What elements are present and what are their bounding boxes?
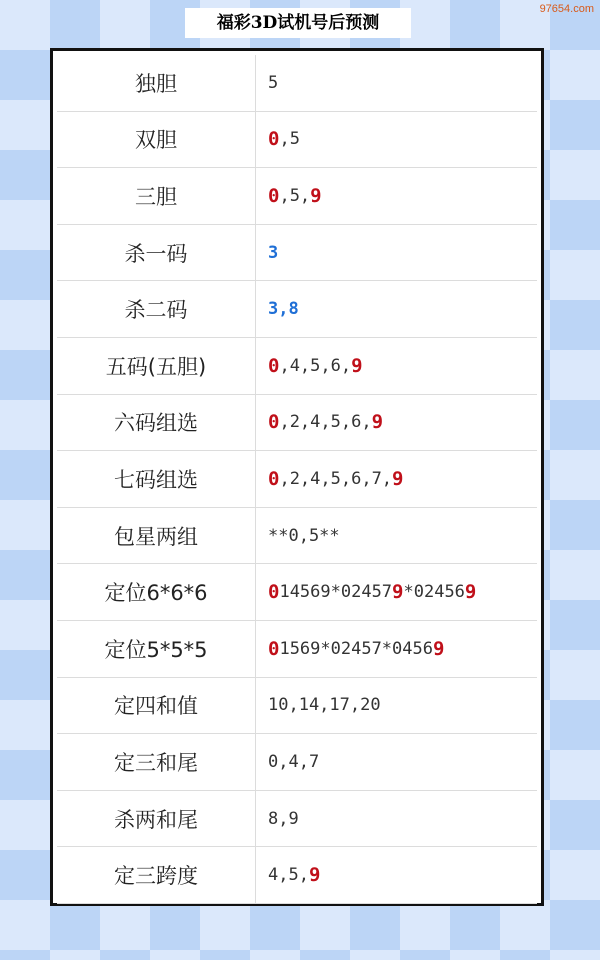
number-text: 10,14,17,20 <box>268 695 381 716</box>
table-row <box>57 168 537 225</box>
table-row <box>57 112 537 169</box>
highlighted-number: 9 <box>464 581 477 604</box>
row-value <box>256 734 537 790</box>
highlighted-number: 0 <box>268 128 280 151</box>
row-label: 定三跨度 <box>57 847 256 903</box>
number-text: 4,5, <box>268 865 309 886</box>
row-value <box>256 281 537 337</box>
number-text: ,2,4,5,6, <box>279 412 372 433</box>
table-row <box>57 395 537 452</box>
row-label: 定三和尾 <box>57 734 256 790</box>
table-row <box>57 734 537 791</box>
row-value <box>256 621 537 677</box>
highlighted-number: 3 <box>268 242 279 263</box>
number-text: 8,9 <box>268 808 299 829</box>
number-text: *02456 <box>403 582 465 603</box>
table-row <box>57 55 537 112</box>
number-text: **0,5** <box>268 525 340 546</box>
row-value <box>256 791 537 847</box>
row-label: 包星两组 <box>57 508 256 564</box>
highlighted-number: 0 <box>268 184 280 207</box>
number-text: 0,4,7 <box>268 751 320 772</box>
table-row <box>57 564 537 621</box>
highlighted-number: 0 <box>268 354 280 377</box>
table-row <box>57 338 537 395</box>
page-title: 福彩3D试机号后预测 <box>185 8 411 38</box>
row-value <box>256 508 537 564</box>
highlighted-number: 9 <box>351 354 363 377</box>
highlighted-number: 9 <box>392 581 404 604</box>
highlighted-number: 9 <box>308 864 321 887</box>
row-label: 六码组选 <box>57 395 256 451</box>
table-row <box>57 678 537 735</box>
table-row <box>57 281 537 338</box>
row-value <box>256 395 537 451</box>
row-label: 杀二码 <box>57 281 256 337</box>
number-text: 5 <box>268 72 279 93</box>
highlighted-number: 9 <box>432 637 445 660</box>
highlighted-number: 0 <box>268 581 280 604</box>
row-label: 独胆 <box>57 55 256 111</box>
number-text: 14569*02457 <box>279 582 393 603</box>
row-label: 三胆 <box>57 168 256 224</box>
number-text: ,5 <box>279 129 300 150</box>
table-row <box>57 791 537 848</box>
row-value <box>256 112 537 168</box>
highlighted-number: 9 <box>371 411 384 434</box>
row-value <box>256 168 537 224</box>
highlighted-number: 9 <box>392 467 404 490</box>
row-label: 定位6*6*6 <box>57 564 256 620</box>
table-row <box>57 508 537 565</box>
highlighted-number: 3,8 <box>268 299 299 320</box>
row-value <box>256 847 537 903</box>
row-label: 七码组选 <box>57 451 256 507</box>
row-label: 杀一码 <box>57 225 256 281</box>
number-text: ,2,4,5,6,7, <box>279 468 393 489</box>
site-watermark: 97654.com <box>539 3 594 15</box>
highlighted-number: 0 <box>268 411 280 434</box>
row-label: 定四和值 <box>57 678 256 734</box>
row-label: 五码(五胆) <box>57 338 256 394</box>
table-row <box>57 621 537 678</box>
row-label: 定位5*5*5 <box>57 621 256 677</box>
number-text: ,5, <box>279 185 311 206</box>
table-row <box>57 847 537 904</box>
row-value <box>256 55 537 111</box>
number-text: 1569*02457*0456 <box>279 638 433 659</box>
prediction-table <box>50 48 544 906</box>
row-value <box>256 338 537 394</box>
row-value <box>256 451 537 507</box>
table-row <box>57 451 537 508</box>
highlighted-number: 9 <box>310 184 322 207</box>
number-text: ,4,5,6, <box>279 355 352 376</box>
row-value <box>256 225 537 281</box>
highlighted-number: 0 <box>268 637 280 660</box>
row-label: 杀两和尾 <box>57 791 256 847</box>
highlighted-number: 0 <box>268 467 280 490</box>
table-row <box>57 225 537 282</box>
row-value <box>256 564 537 620</box>
row-label: 双胆 <box>57 112 256 168</box>
row-value <box>256 678 537 734</box>
